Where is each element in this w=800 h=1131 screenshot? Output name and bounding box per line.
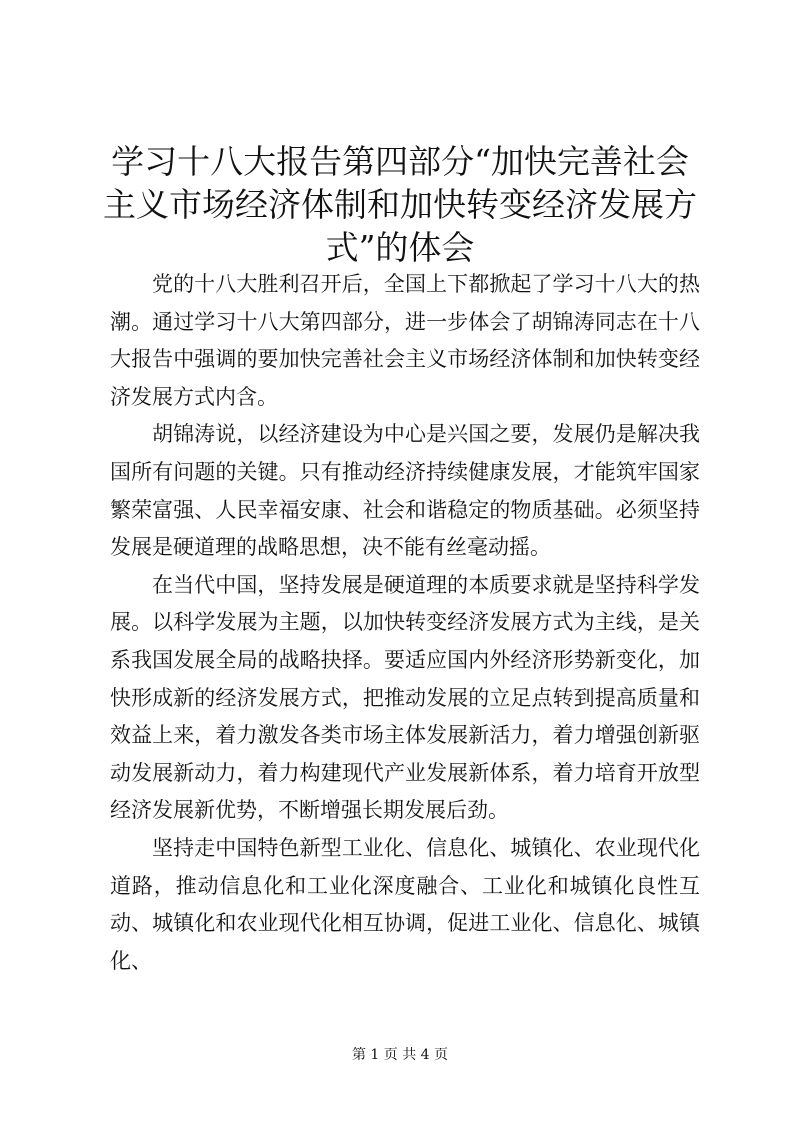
- paragraph: 党的十八大胜利召开后，全国上下都掀起了学习十八大的热潮。通过学习十八大第四部分，进一步体会了胡锦涛同志在十八大报告中强调的要加快完善社会主义市场经济体制和加快转变经济发展方式内含。: [110, 272, 700, 409]
- paragraph: 在当代中国，坚持发展是硬道理的本质要求就是坚持科学发展。以科学发展为主题，以加快转变经济发展方式为主线，是关系我国发展全局的战略抉择。要适应国内外经济形势新变化，加快形成新的经济发展方式，把推动发展的立足点转到提高质量和效益上来，着力激发各类市场主体发展新活力，着力增强创新驱动发展新动力，着力构建现代产业发展新体系，着力培育开放型经济发展新优势，不断增强长期发展后劲。: [110, 572, 700, 823]
- document-title: 学习十八大报告第四部分“加快完善社会主义市场经济体制和加快转变经济发展方式”的体会: [103, 142, 697, 267]
- paragraph: 胡锦涛说，以经济建设为中心是兴国之要，发展仍是解决我国所有问题的关键。只有推动经济持续健康发展，才能筑牢国家繁荣富强、人民幸福安康、社会和谐稳定的物质基础。必须坚持发展是硬道理的战略思想，决不能有丝毫动摇。: [110, 422, 700, 560]
- document-body: [110, 266, 700, 980]
- page-footer: 第 1 页 共 4 页: [351, 1047, 449, 1063]
- paragraph: 坚持走中国特色新型工业化、信息化、城镇化、农业现代化道路，推动信息化和工业化深度融合、工业化和城镇化良性互动、城镇化和农业现代化相互协调，促进工业化、信息化、城镇化、: [110, 835, 700, 973]
